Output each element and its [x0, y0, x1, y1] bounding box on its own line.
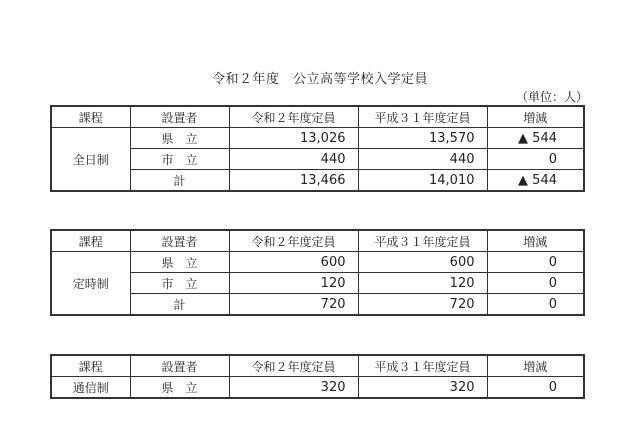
document-title: 令和２年度 公立高等学校入学定員 [211, 72, 428, 87]
header-change: 増減 [487, 106, 584, 128]
table-row [51, 128, 584, 149]
header-founder: 設置者 [130, 106, 229, 128]
table-row [51, 273, 584, 294]
table-row-total [51, 170, 584, 192]
course-cell: 全日制 [51, 128, 130, 192]
header-change: 増減 [487, 355, 584, 377]
h31-cell: 120 [358, 273, 487, 294]
founder-cell: 県 立 [130, 377, 229, 399]
header-change: 増減 [487, 230, 584, 252]
header-founder: 設置者 [130, 230, 229, 252]
change-cell: 0 [487, 252, 584, 273]
r2-cell: 120 [229, 273, 358, 294]
table-correspondence [50, 354, 585, 399]
table-row [51, 149, 584, 170]
change-cell: 0 [487, 149, 584, 170]
founder-cell: 市 立 [130, 149, 229, 170]
change-cell: ▲ 544 [487, 128, 584, 149]
h31-cell: 14,010 [358, 170, 487, 192]
header-h31-capacity: 平成３１年度定員 [358, 106, 487, 128]
course-cell: 通信制 [51, 377, 130, 399]
header-h31-capacity: 平成３１年度定員 [358, 230, 487, 252]
r2-cell: 440 [229, 149, 358, 170]
r2-cell: 320 [229, 377, 358, 399]
r2-cell: 13,026 [229, 128, 358, 149]
table-full-time [50, 105, 585, 192]
founder-cell: 市 立 [130, 273, 229, 294]
change-cell: 0 [487, 294, 584, 316]
header-r2-capacity: 令和２年度定員 [229, 355, 358, 377]
header-r2-capacity: 令和２年度定員 [229, 230, 358, 252]
table-part-time [50, 229, 585, 316]
header-course: 課程 [51, 355, 130, 377]
header-course: 課程 [51, 106, 130, 128]
table-header-row [51, 106, 584, 128]
founder-cell: 県 立 [130, 128, 229, 149]
r2-cell: 13,466 [229, 170, 358, 192]
header-r2-capacity: 令和２年度定員 [229, 106, 358, 128]
change-cell: 0 [487, 377, 584, 399]
h31-cell: 600 [358, 252, 487, 273]
founder-cell: 計 [130, 294, 229, 316]
r2-cell: 600 [229, 252, 358, 273]
h31-cell: 440 [358, 149, 487, 170]
header-h31-capacity: 平成３１年度定員 [358, 355, 487, 377]
table-row-total [51, 294, 584, 316]
table-row [51, 252, 584, 273]
table-header-row [51, 230, 584, 252]
unit-label: （単位：人） [516, 90, 589, 104]
header-course: 課程 [51, 230, 130, 252]
change-cell: 0 [487, 273, 584, 294]
table-row [51, 377, 584, 399]
h31-cell: 320 [358, 377, 487, 399]
founder-cell: 県 立 [130, 252, 229, 273]
table-header-row [51, 355, 584, 377]
change-cell: ▲ 544 [487, 170, 584, 192]
header-founder: 設置者 [130, 355, 229, 377]
h31-cell: 13,570 [358, 128, 487, 149]
h31-cell: 720 [358, 294, 487, 316]
founder-cell: 計 [130, 170, 229, 192]
r2-cell: 720 [229, 294, 358, 316]
course-cell: 定時制 [51, 252, 130, 316]
